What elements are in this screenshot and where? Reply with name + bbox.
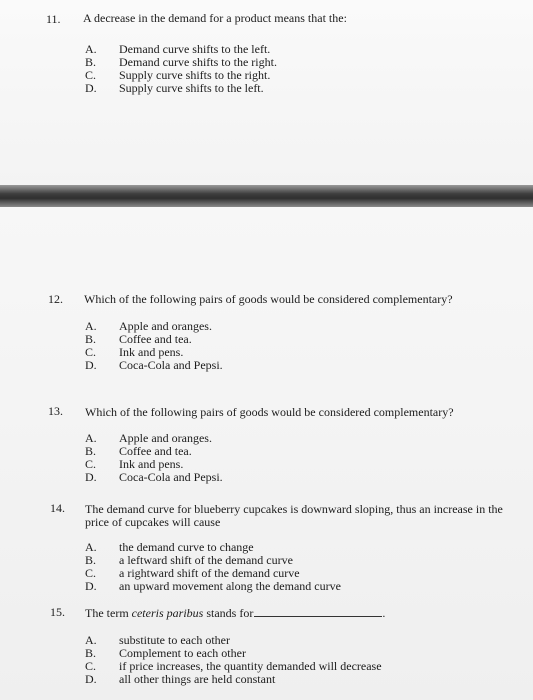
option-letter: D. [85, 81, 97, 95]
option-letter: B. [85, 553, 97, 567]
option-text: Ink and pens. [119, 345, 184, 359]
option-text: Coca-Cola and Pepsi. [119, 470, 223, 484]
question-text: A decrease in the demand for a product means that the: [83, 11, 347, 25]
option-text: Coffee and tea. [119, 332, 192, 346]
question-number: 12. [48, 292, 63, 306]
option-letter: C. [85, 457, 97, 471]
option-text: Apple and oranges. [119, 431, 212, 445]
question-text: Which of the following pairs of goods would be considered complementary? [84, 292, 453, 306]
option-text: Supply curve shifts to the right. [119, 68, 271, 82]
option-text: if price increases, the quantity demanded will decrease [119, 659, 382, 673]
option-letter: D. [85, 470, 97, 484]
answer-blank[interactable] [254, 616, 382, 617]
option-letter: D. [85, 579, 97, 593]
question-text: The demand curve for blueberry cupcakes is downward sloping, thus an increase in the price of cupcakes will cause [85, 502, 503, 529]
option-letter: D. [85, 358, 97, 372]
option-text: an upward movement along the demand curve [119, 579, 341, 593]
option-text: Demand curve shifts to the left. [119, 42, 271, 56]
question-number: 14. [50, 501, 65, 515]
option-letter: B. [85, 332, 97, 346]
option-text: Coffee and tea. [119, 444, 192, 458]
option-letter: A. [85, 633, 97, 647]
option-text: a leftward shift of the demand curve [119, 553, 293, 567]
option-letter: A. [85, 42, 97, 56]
option-text: Supply curve shifts to the left. [119, 81, 264, 95]
option-letter: C. [85, 68, 97, 82]
question-number: 15. [50, 605, 65, 619]
option-letter: D. [85, 672, 97, 686]
option-text: Complement to each other [119, 646, 246, 660]
question-text: Which of the following pairs of goods would be considered complementary? [85, 405, 454, 419]
option-letter: B. [85, 646, 97, 660]
upper-page-photo [0, 0, 533, 185]
question-text-end: . [382, 606, 386, 620]
question-text-italic: ceteris paribus [131, 606, 204, 620]
option-text: the demand curve to change [119, 540, 254, 554]
option-letter: A. [85, 540, 97, 554]
question-text [85, 607, 385, 620]
option-letter: C. [85, 345, 97, 359]
option-text: all other things are held constant [119, 672, 276, 686]
option-letter: C. [85, 566, 97, 580]
option-text: Demand curve shifts to the right. [119, 55, 277, 69]
question-number: 13. [48, 404, 63, 418]
option-text: substitute to each other [119, 633, 230, 647]
option-text: Ink and pens. [119, 457, 184, 471]
page-divider [0, 185, 533, 207]
lower-page-photo [0, 207, 533, 700]
option-text: a rightward shift of the demand curve [119, 566, 300, 580]
question-text-suffix: stands for [203, 606, 254, 620]
option-letter: A. [85, 319, 97, 333]
question-text-prefix: The term [85, 606, 132, 620]
option-letter: A. [85, 431, 97, 445]
question-number: 11. [46, 12, 61, 26]
option-text: Coca-Cola and Pepsi. [119, 358, 223, 372]
option-letter: C. [85, 659, 97, 673]
option-text: Apple and oranges. [119, 319, 212, 333]
option-letter: B. [85, 55, 97, 69]
option-letter: B. [85, 444, 97, 458]
